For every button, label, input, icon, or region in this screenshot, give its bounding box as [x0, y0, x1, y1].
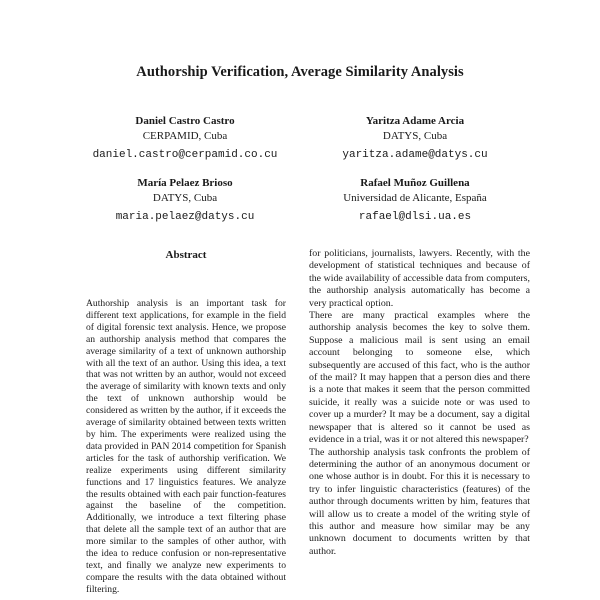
intro-paragraph: for politicians, journalists, lawyers. Recently, with the development of statistical techniques and because of the wide availability of accessible data from computers, the authorship analysis automatically has become a very practical option. — [309, 248, 530, 309]
author-email: rafael@dlsi.ua.es — [358, 211, 472, 223]
intro-paragraph: The authorship analysis task confronts the problem of determining the author of an anonymous document or one whose author is in doubt. For this it is necessary to try to infer linguistic characteristics (features) of the author through documents written by him, features that will allow us to create a model of the writing style of this author and measure how similar may be any unknown document to documents written by that author. — [309, 446, 530, 557]
author-block — [60, 114, 310, 163]
author-name: Daniel Castro Castro — [135, 115, 235, 127]
abstract-text: Authorship analysis is an important task for different text applications, for example in the field of digital forensic text analysis. Hence, we propose an authorship analysis method that compares the average similarity of a text of unknown authorship with all the text of an author. Using this idea, a text that was not written by an author, would not exceed the average of similarity with known texts and only the text of unknown authorship would be considered as written by the author, if it exceeds the average of similarity obtained between texts written by him. The experiments were realized using the data provided in PAN 2014 competition for Spanish articles for the task of authorship verification. We realize experiments using different similarity functions and 17 linguistics features. We analyze the results obtained with each pair function-features against the baseline of the competition. Additionally, we introduce a text filtering phase that delete all the sample text of an author that are more similar to the samples of other author, with the idea to reduce confusion or non-representative text, and finally we analyze new experiments to compare the results with the data obtained without filtering. — [86, 298, 286, 595]
author-email: daniel.castro@cerpamid.co.cu — [92, 149, 278, 161]
abstract-heading: Abstract — [165, 249, 207, 261]
author-block — [290, 176, 540, 225]
author-affiliation: CERPAMID, Cuba — [142, 130, 228, 142]
intro-column — [309, 248, 530, 558]
author-name: Yaritza Adame Arcia — [365, 115, 465, 127]
author-email: yaritza.adame@datys.cu — [342, 149, 488, 161]
author-affiliation: DATYS, Cuba — [382, 130, 448, 142]
paper-title: Authorship Verification, Average Similarity Analysis — [136, 64, 464, 80]
author-name: Rafael Muñoz Guillena — [360, 177, 470, 189]
abstract-column — [86, 298, 286, 596]
author-affiliation: Universidad de Alicante, España — [343, 192, 487, 204]
intro-paragraph: There are many practical examples where the authorship analysis becomes the key to solve them. Suppose a malicious mail is sent using an email account belonging to someone else, which subsequently are accused of this fact, who is the author of the mail? It may happen that a person dies and there is a note that makes it seem that the person committed suicide, it really was a suicide note or was used to cover up a murder? It may be a document, say a digital newspaper that is altered so it cannot be used as evidence in a trial, was it or not altered this newspaper? — [309, 310, 530, 446]
author-block — [60, 176, 310, 225]
author-block — [290, 114, 540, 163]
author-name: María Pelaez Brioso — [137, 177, 233, 189]
author-affiliation: DATYS, Cuba — [152, 192, 218, 204]
author-email: maria.pelaez@datys.cu — [115, 211, 255, 223]
